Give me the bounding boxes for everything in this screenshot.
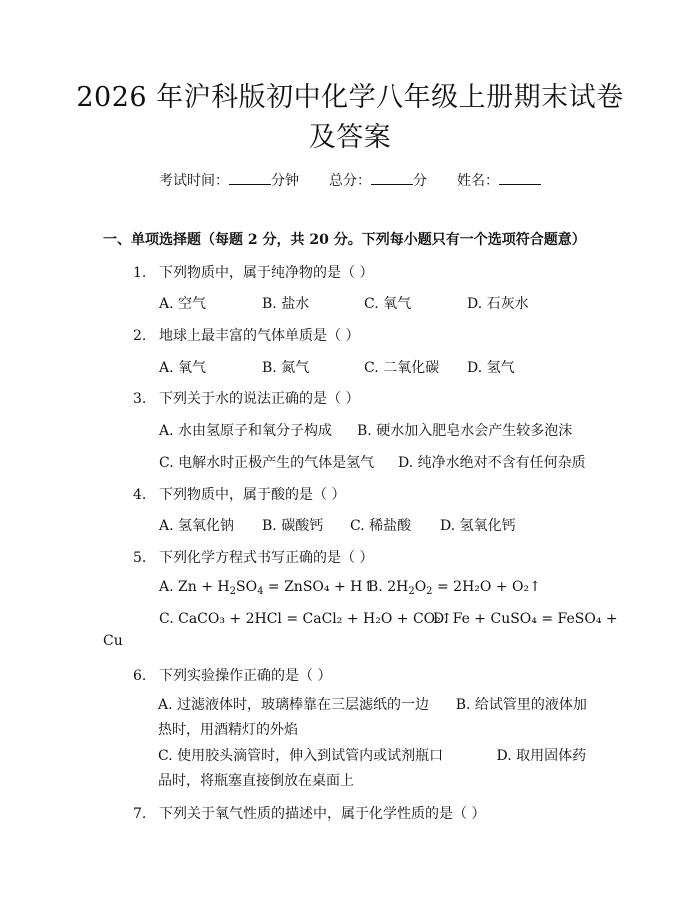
option-d[interactable]: D. Fe + CuSO₄ = FeSO₄ + <box>433 611 618 627</box>
option-d[interactable]: D. 取用固体药品时，将瓶塞直接倒放在桌面上 <box>158 748 587 789</box>
option-d[interactable]: D. 氢气 <box>467 360 515 376</box>
option-a[interactable]: A. 过滤液体时，玻璃棒靠在三层滤纸的一边 <box>158 697 430 713</box>
question-stem: 下列关于氧气性质的描述中，属于化学性质的是（ ） <box>159 806 486 822</box>
score-unit: 分 <box>413 173 427 189</box>
option-c[interactable]: C. CaCO₃ + 2HCl = CaCl₂ + H₂O + CO₂↑ <box>159 611 453 627</box>
option-d[interactable]: D. 氢氧化钙 <box>440 518 516 534</box>
question-1: 1. 下列物质中，属于纯净物的是（ ） <box>133 265 374 281</box>
option-a[interactable]: A. $Zn + H_2SO_4$ = ZnSO₄ + H↑ <box>159 579 375 597</box>
question-stem: 下列化学方程式书写正确的是（ ） <box>159 550 374 566</box>
question-stem: 地球上最丰富的气体单质是（ ） <box>159 328 360 344</box>
question-stem: 下列物质中，属于酸的是（ ） <box>159 487 346 503</box>
question-stem: 下列物质中，属于纯净物的是（ ） <box>159 265 374 281</box>
option-d[interactable]: D. 石灰水 <box>467 296 529 312</box>
name-label: 姓名： <box>457 173 499 189</box>
option-c[interactable]: C. 氧气 <box>364 296 412 312</box>
option-row-cd <box>103 744 599 794</box>
exam-title <box>60 78 640 158</box>
option-b[interactable]: B. 碳酸钙 <box>262 518 324 534</box>
question-6: 6. 下列实验操作正确的是（ ） <box>133 668 332 684</box>
option-b[interactable]: B. 盐水 <box>262 296 310 312</box>
option-c[interactable]: C. 稀盐酸 <box>350 518 412 534</box>
title-line-2: 及答案 <box>308 122 392 153</box>
option-b[interactable]: B. 氮气 <box>262 360 310 376</box>
time-blank[interactable] <box>229 172 271 185</box>
option-a[interactable]: A. 空气 <box>159 296 207 312</box>
time-label: 考试时间： <box>159 173 229 189</box>
option-a[interactable]: A. 水由氢原子和氧分子构成 <box>159 423 333 439</box>
option-a[interactable]: A. 氧气 <box>159 360 207 376</box>
question-2: 2. 地球上最丰富的气体单质是（ ） <box>133 328 360 344</box>
score-label: 总分： <box>329 173 371 189</box>
option-b[interactable]: B. 给试管里的液体加热时，用酒精灯的外焰 <box>158 697 587 738</box>
option-b[interactable]: B. 硬水加入肥皂水会产生较多泡沫 <box>357 423 573 439</box>
name-blank[interactable] <box>499 172 541 185</box>
title-line-1: 2026 年沪科版初中化学八年级上册期末试卷 <box>76 82 624 113</box>
section-heading: 一、单项选择题（每题 2 分，共 20 分。下列每小题只有一个选项符合题意） <box>103 232 586 248</box>
question-7: 7. 下列关于氧气性质的描述中，属于化学性质的是（ ） <box>133 806 486 822</box>
option-c[interactable]: C. 二氧化碳 <box>364 360 440 376</box>
option-d-wrap: Cu <box>103 633 123 649</box>
option-b[interactable]: B. $2H_2O_2 = 2H_2O$ + O₂↑ <box>368 579 541 597</box>
question-stem: 下列实验操作正确的是（ ） <box>159 668 332 684</box>
option-c[interactable]: C. 使用胶头滴管时，伸入到试管内或试剂瓶口 <box>158 748 444 764</box>
question-5: 5. 下列化学方程式书写正确的是（ ） <box>133 550 374 566</box>
question-3: 3. 下列关于水的说法正确的是（ ） <box>133 391 360 407</box>
option-a[interactable]: A. 氢氧化钠 <box>159 518 235 534</box>
question-stem: 下列关于水的说法正确的是（ ） <box>159 391 360 407</box>
option-d[interactable]: D. 纯净水绝对不含有任何杂质 <box>398 455 586 471</box>
question-4: 4. 下列物质中，属于酸的是（ ） <box>133 487 346 503</box>
exam-meta <box>0 170 700 190</box>
option-row-ab <box>103 693 599 743</box>
time-unit: 分钟 <box>271 173 299 189</box>
score-blank[interactable] <box>371 172 413 185</box>
option-c[interactable]: C. 电解水时正极产生的气体是氢气 <box>159 455 375 471</box>
